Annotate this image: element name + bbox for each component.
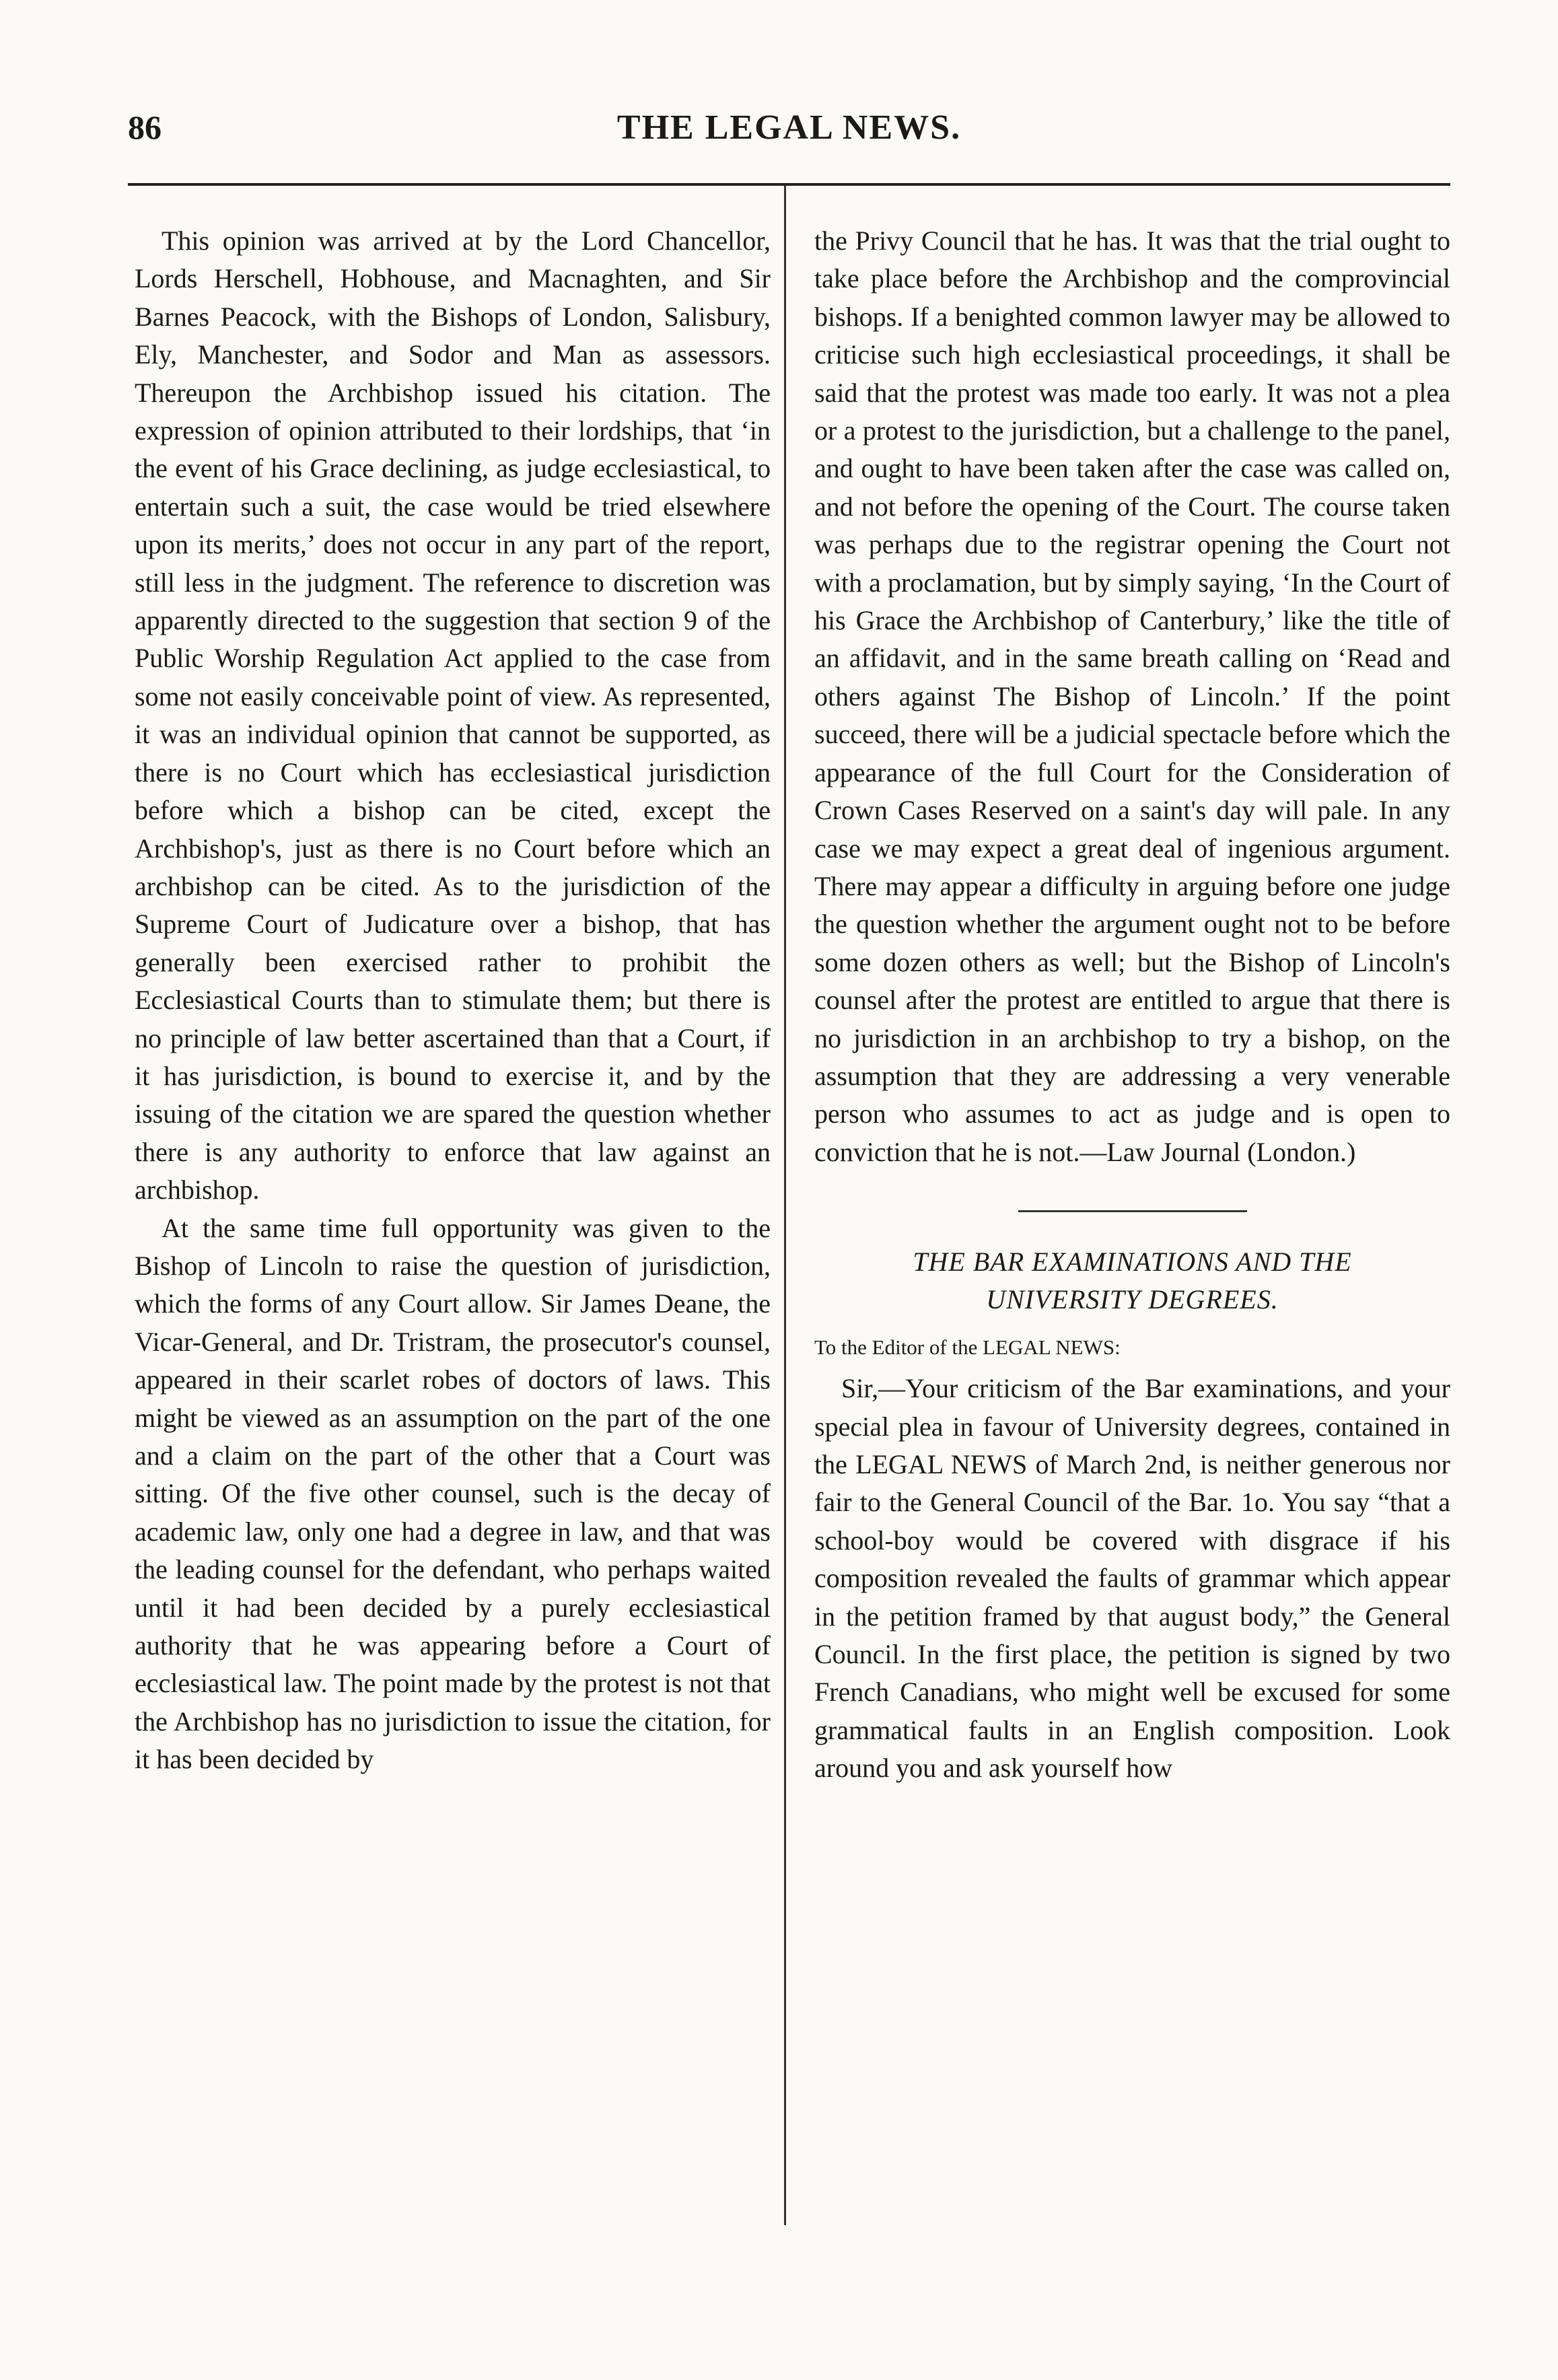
right-paragraph-1: the Privy Council that he has. It was that the trial ought to take place before the Archbishop and the comprovincial bishops. If a benighted common lawyer may be allowed to criticise such high ecclesiastical proceedings, it shall be said that the protest was made too early. It was not a plea or a protest to the jurisdiction, but a challenge to the panel, and ought to have been taken after the case was called on, and not before the opening of the Court. The course taken was perhaps due to the registrar opening the Court not with a proclamation, but by simply saying, ‘In the Court of his Grace the Archbishop of Canterbury,’ like the title of an affidavit, and in the same breath calling on ‘Read and others against The Bishop of Lincoln.’ If the point succeed, there will be a judicial spectacle before which the appearance of the full Court for the Consideration of Crown Cases Reserved on a saint's day will pale. In any case we may expect a great deal of ingenious argument. There may appear a difficulty in arguing before one judge the question whether the argument ought not to be before some dozen others as well; but the Bishop of Lincoln's counsel after the protest are entitled to argue that there is no jurisdiction in an archbishop to try a bishop, on the assumption that they are addressing a very venerable person who assumes to act as judge and is open to conviction that he is not.—Law Journal (London.) bbox=[814, 225, 1450, 1167]
left-column bbox=[135, 222, 771, 1779]
left-paragraph-2: At the same time full opportunity was given to the Bishop of Lincoln to raise the question of jurisdiction, which the forms of any Court allow. Sir James Deane, the Vicar-General, and Dr. Tristram, the prosecutor's counsel, appeared in their scarlet robes of doctors of laws. This might be viewed as an assumption on the part of the one and a claim on the part of the other that a Court was sitting. Of the five other counsel, such is the decay of academic law, only one had a degree in law, and that was the leading counsel for the defendant, who perhaps waited until it had been decided by a purely ecclesiastical authority that he was appearing before a Court of ecclesiastical law. The point made by the protest is not that the Archbishop has no jurisdiction to issue the citation, for it has been decided by bbox=[135, 1212, 771, 1775]
page-header bbox=[128, 108, 1450, 168]
section-title bbox=[814, 1243, 1450, 1319]
section-rule bbox=[1018, 1210, 1247, 1212]
right-column bbox=[814, 222, 1450, 1788]
running-title: THE LEGAL NEWS. bbox=[616, 108, 962, 147]
column-divider bbox=[784, 186, 786, 2225]
page-number: 86 bbox=[128, 108, 162, 146]
salutation: To the Editor of the LEGAL NEWS: bbox=[814, 1335, 1121, 1360]
section-title-line-2: UNIVERSITY DEGREES. bbox=[986, 1284, 1279, 1315]
left-paragraph-1: This opinion was arrived at by the Lord Chancellor, Lords Herschell, Hobhouse, and Macnaghten, and Sir Barnes Peacock, with the Bishops of London, Salisbury, Ely, Manchester, and Sodor and Man as assessors. Thereupon the Archbishop issued his citation. The expression of opinion attributed to their lordships, that ‘in the event of his Grace declining, as judge ecclesiastical, to entertain such a suit, the case would be tried elsewhere upon its merits,’ does not occur in any part of the report, still less in the judgment. The reference to discretion was apparently directed to the suggestion that section 9 of the Public Worship Regulation Act applied to the case from some not easily conceivable point of view. As represented, it was an individual opinion that cannot be supported, as there is no Court which has ecclesiastical jurisdiction before which a bishop can be cited, except the Archbishop's, just as there is no Court before which an archbishop can be cited. As to the jurisdiction of the Supreme Court of Judicature over a bishop, that has generally been exercised rather to prohibit the Ecclesiastical Courts than to stimulate them; but there is no principle of law better ascertained than that a Court, if it has jurisdiction, is bound to exercise it, and by the issuing of the citation we are spared the question whether there is any authority to enforce that law against an archbishop. bbox=[135, 225, 771, 1205]
section-title-line-1: THE BAR EXAMINATIONS AND THE bbox=[913, 1247, 1352, 1278]
letter-paragraph: Sir,—Your criticism of the Bar examinations, and your special plea in favour of University degrees, contained in the LEGAL NEWS of March 2nd, is neither generous nor fair to the General Council of the Bar. 1o. You say “that a school-boy would be covered with disgrace if his composition revealed the faults of grammar which appear in the petition framed by that august body,” the General Council. In the first place, the petition is signed by two French Canadians, who might well be excused for some grammatical faults in an English composition. Look around you and ask yourself how bbox=[814, 1373, 1450, 1784]
header-rule bbox=[128, 183, 1450, 186]
